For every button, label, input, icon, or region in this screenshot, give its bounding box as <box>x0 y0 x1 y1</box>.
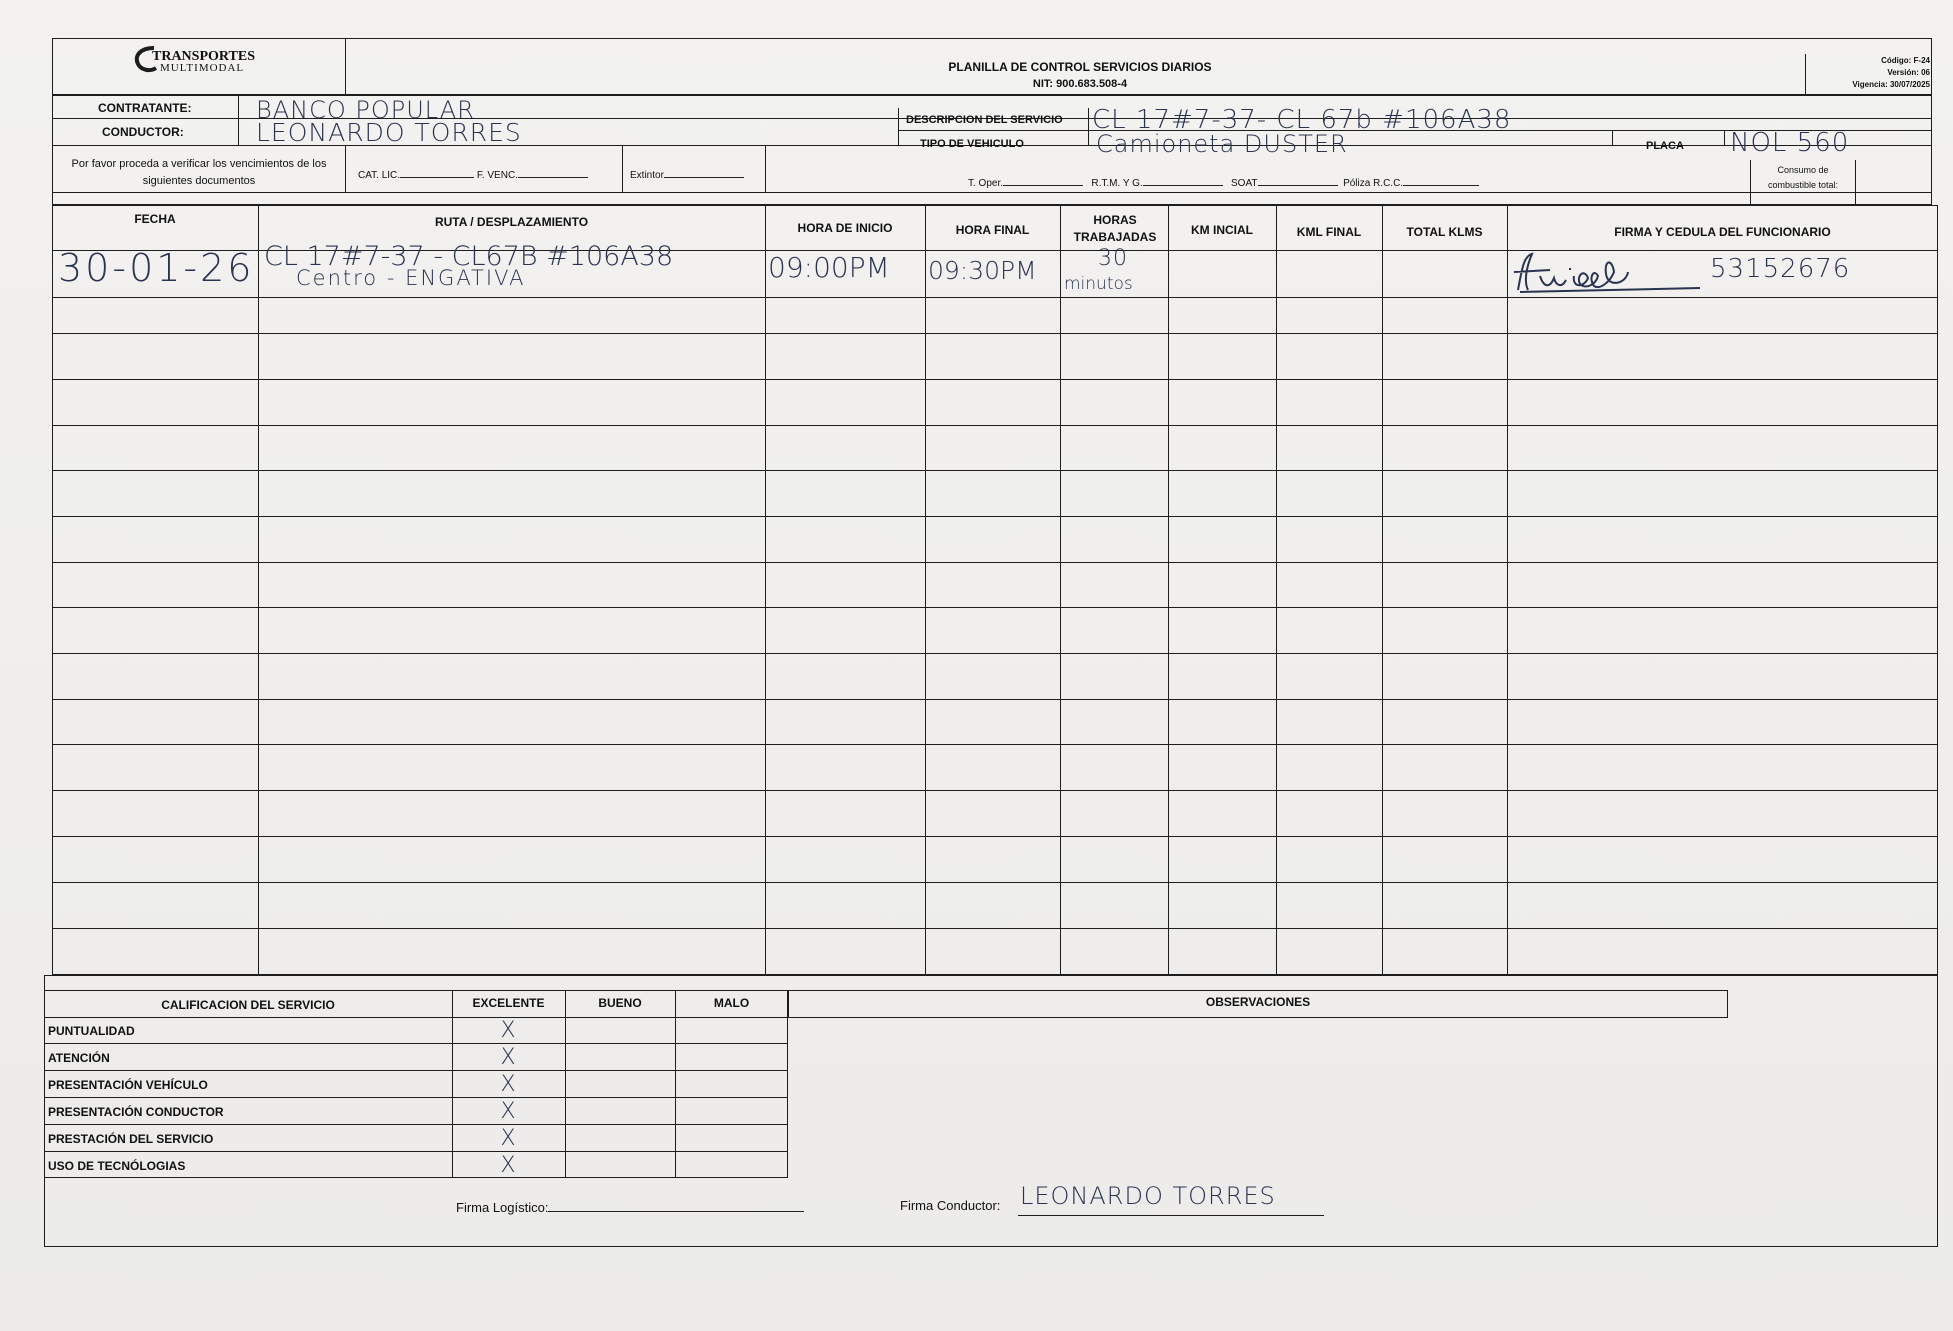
row1-fecha[interactable]: 30-01-26 <box>58 246 255 290</box>
rating-header: CALIFICACION DEL SERVICIO <box>161 998 335 1012</box>
form-nit: NIT: 900.683.508-4 <box>1032 78 1128 90</box>
contratante-label: CONTRATANTE: <box>98 101 192 115</box>
col-km-final-header: KML FINAL <box>1296 225 1362 239</box>
services-table <box>52 205 1938 975</box>
tipo-vehiculo-label: TIPO DE VEHICULO <box>920 138 1024 150</box>
company-logo <box>130 44 280 78</box>
observaciones-label: OBSERVACIONES <box>1205 995 1311 1009</box>
firma-conductor-label: Firma Conductor: <box>900 1198 1001 1213</box>
poliza-field[interactable] <box>1403 185 1479 186</box>
col-horas-trabajadas-header: HORAS TRABAJADAS <box>1073 213 1157 244</box>
rating-excelente-mark[interactable]: X <box>500 1045 517 1070</box>
form-code: Código: F-24 <box>1881 56 1930 65</box>
form-version: Versión: 06 <box>1887 68 1930 77</box>
firma-logistico-line[interactable] <box>548 1211 804 1212</box>
f-venc-label: F. VENC. <box>476 170 518 181</box>
col-fecha-header: FECHA <box>134 212 176 226</box>
row1-funcionario-signature <box>1510 248 1700 298</box>
descripcion-value[interactable]: CL 17#7-37- CL 67b #106A38 <box>1092 105 1512 135</box>
rating-excelente-mark[interactable]: X <box>500 1099 517 1124</box>
col-firma-header: FIRMA Y CEDULA DEL FUNCIONARIO <box>1614 225 1831 239</box>
rating-excelente-mark[interactable]: X <box>500 1018 517 1043</box>
consumo-label: Consumo de combustible total: <box>1767 165 1839 190</box>
poliza-label: Póliza R.C.C. <box>1343 178 1404 189</box>
row1-hora-inicio[interactable]: 09:00PM <box>768 251 890 284</box>
col-total-klms-header: TOTAL KLMS <box>1406 225 1483 239</box>
col-hora-final-header: HORA FINAL <box>955 223 1030 237</box>
rating-malo-header: MALO <box>713 996 750 1010</box>
verify-docs-note: Por favor proceda a verificar los vencimientos de los siguientes documentos <box>71 158 327 187</box>
col-hora-inicio-header: HORA DE INICIO <box>797 221 893 235</box>
conductor-value[interactable]: LEONARDO TORRES <box>256 118 522 147</box>
logo-subtext: MULTIMODAL <box>160 62 245 74</box>
tipo-vehiculo-value[interactable]: Camioneta DUSTER <box>1096 130 1348 158</box>
firma-logistico-label: Firma Logístico: <box>456 1200 549 1215</box>
rating-item: PUNTUALIDAD <box>48 1024 135 1038</box>
t-oper-label: T. Oper. <box>968 178 1004 189</box>
form-title: PLANILLA DE CONTROL SERVICIOS DIARIOS <box>948 60 1212 74</box>
rating-item: PRESENTACIÓN CONDUCTOR <box>48 1105 224 1119</box>
rating-excelente-mark[interactable]: X <box>500 1126 517 1151</box>
rating-item: USO DE TECNÓLOGIAS <box>48 1159 186 1173</box>
cat-lic-label: CAT. LIC. <box>358 170 401 181</box>
extintor-field[interactable] <box>664 177 744 178</box>
firma-conductor-value[interactable]: LEONARDO TORRES <box>1020 1182 1276 1210</box>
form-validity: Vigencia: 30/07/2025 <box>1852 80 1930 89</box>
rating-excelente-mark[interactable]: X <box>500 1153 517 1178</box>
cat-lic-field[interactable] <box>400 177 474 178</box>
rating-item: PRESENTACIÓN VEHÍCULO <box>48 1078 208 1092</box>
row1-horas-value[interactable]: 30 <box>1098 246 1128 271</box>
col-km-inicial-header: KM INCIAL <box>1191 223 1253 237</box>
col-ruta-header: RUTA / DESPLAZAMIENTO <box>434 215 589 229</box>
rating-excelente-mark[interactable]: X <box>500 1072 517 1097</box>
row1-hora-final[interactable]: 09:30PM <box>928 256 1037 285</box>
rating-excelente-header: EXCELENTE <box>472 996 545 1010</box>
rating-item: ATENCIÓN <box>48 1051 110 1065</box>
descripcion-label: DESCRIPCION DEL SERVICIO <box>906 114 1063 126</box>
row1-funcionario-cedula[interactable]: 53152676 <box>1710 254 1851 284</box>
soat-field[interactable] <box>1258 185 1338 186</box>
row1-ruta-line1[interactable]: CL 17#7-37 - CL67B #106A38 <box>264 241 674 272</box>
t-oper-field[interactable] <box>1003 185 1083 186</box>
row1-ruta-line2[interactable]: Centro - ENGATIVA <box>296 266 526 290</box>
rating-bueno-header: BUENO <box>598 996 642 1010</box>
logo-text: TRANSPORTES <box>152 49 255 64</box>
f-venc-field[interactable] <box>518 177 588 178</box>
rating-item: PRESTACIÓN DEL SERVICIO <box>48 1132 214 1146</box>
row1-horas-unit[interactable]: minutos <box>1064 274 1133 294</box>
soat-label: SOAT <box>1231 178 1258 189</box>
placa-label: PLACA <box>1646 140 1684 152</box>
rtm-field[interactable] <box>1143 185 1223 186</box>
placa-value[interactable]: NOL 560 <box>1730 128 1850 158</box>
extintor-label: Extintor <box>630 170 664 181</box>
rtm-label: R.T.M. Y G. <box>1091 178 1143 189</box>
contratante-value[interactable]: BANCO POPULAR <box>256 96 475 124</box>
conductor-label: CONDUCTOR: <box>102 125 184 139</box>
